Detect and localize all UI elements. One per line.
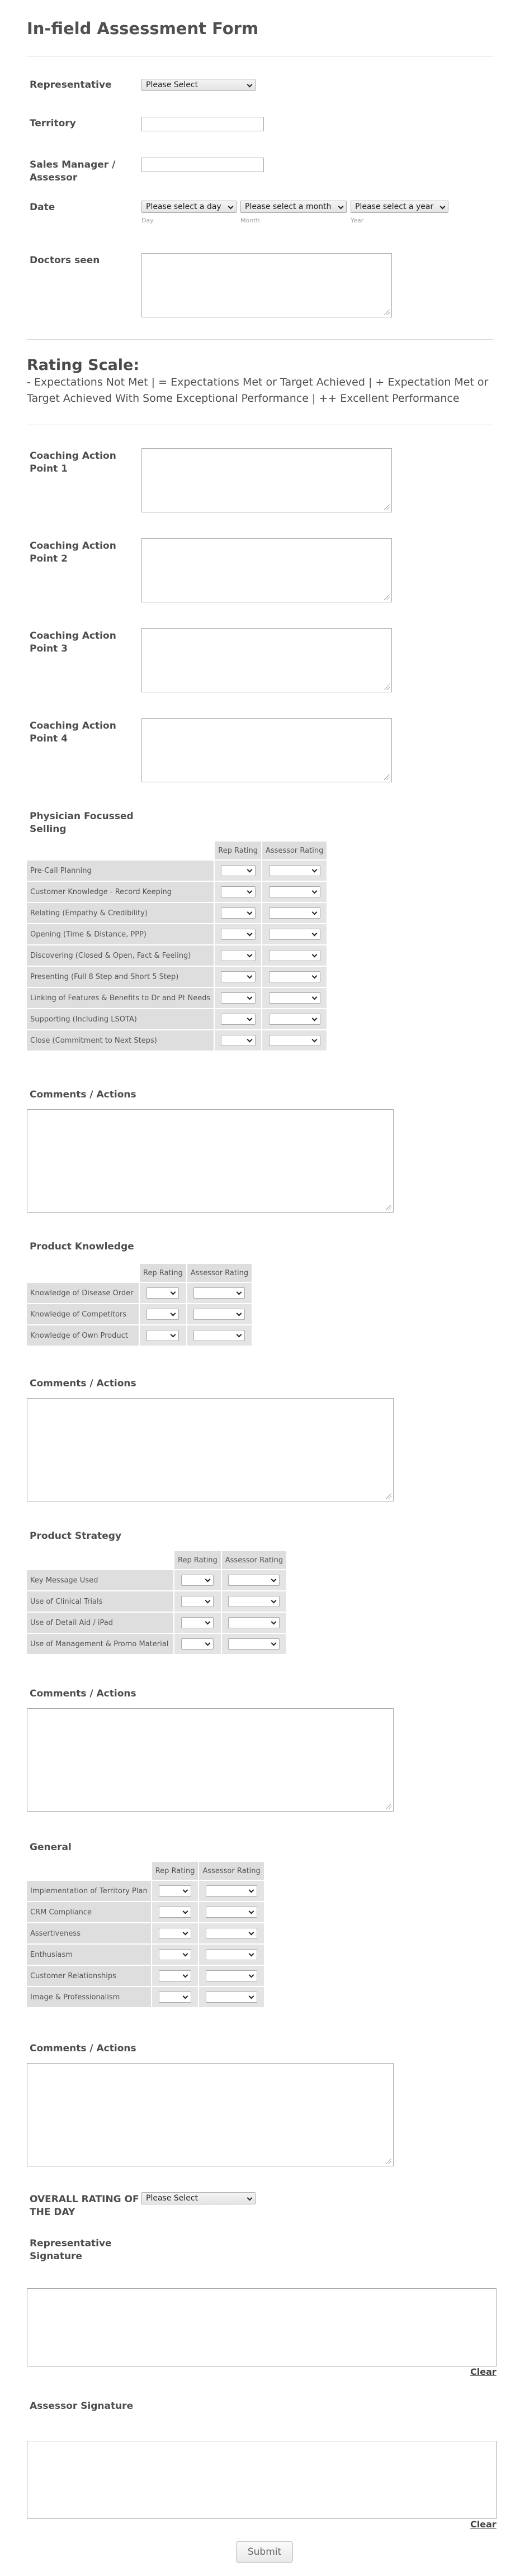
day-sublabel: Day: [141, 217, 154, 224]
rep-rating-select[interactable]: [159, 1970, 191, 1981]
rep-rating-select[interactable]: [221, 992, 256, 1004]
matrix-row-label: Use of Management & Promo Material: [27, 1634, 173, 1654]
rep-rating-select[interactable]: [159, 1907, 191, 1918]
rep-rating-select[interactable]: [159, 1928, 191, 1939]
overall-rating-select[interactable]: Please Select: [141, 2192, 256, 2204]
coaching-point-4-textarea[interactable]: [141, 718, 392, 782]
assessor-rating-cell: [222, 1591, 286, 1612]
matrix-row-label: Relating (Empathy & Credibility): [27, 903, 214, 923]
matrix-row: [27, 988, 327, 1008]
coaching-point-3-textarea[interactable]: [141, 628, 392, 692]
year-select[interactable]: Please select a year: [351, 201, 448, 213]
matrix-row-label: Supporting (Including LSOTA): [27, 1009, 214, 1029]
matrix-row: [27, 1591, 286, 1612]
matrix-row: [27, 1304, 252, 1324]
assessor-rating-select[interactable]: [206, 1970, 257, 1981]
rep-rating-cell: [152, 1945, 198, 1965]
general-matrix: [26, 1861, 265, 2008]
rep-rating-cell: [215, 924, 261, 944]
rep-rating-select[interactable]: [221, 971, 256, 982]
rep-rating-cell: [140, 1283, 186, 1303]
rep-rating-select[interactable]: [146, 1309, 179, 1320]
resize-grip-icon[interactable]: [384, 310, 390, 315]
assessor-rating-cell: [262, 967, 327, 987]
assessor-rating-cell: [187, 1304, 252, 1324]
rep-rating-cell: [152, 1923, 198, 1943]
comments-label: Comments / Actions: [30, 1688, 136, 1699]
assessor-rating-cell: [262, 903, 327, 923]
coaching-point-4-label: Coaching Action Point 4: [30, 720, 116, 744]
matrix-corner: [27, 1862, 151, 1880]
rep-rating-cell: [152, 1902, 198, 1922]
assessor-rating-cell: [199, 1987, 263, 2007]
resize-grip-icon[interactable]: [384, 595, 390, 600]
matrix-row-label: Customer Knowledge - Record Keeping: [27, 882, 214, 902]
matrix-row: [27, 1570, 286, 1590]
assessor-rating-cell: [262, 1009, 327, 1029]
matrix-row-label: Knowledge of Disease Order: [27, 1283, 139, 1303]
matrix-row-label: Key Message Used: [27, 1570, 173, 1590]
matrix-row: [27, 1009, 327, 1029]
matrix-row: [27, 1325, 252, 1346]
assessor-rating-cell: [199, 1923, 263, 1943]
rep-rating-select[interactable]: [221, 907, 256, 919]
physician-comments-textarea[interactable]: [27, 1109, 394, 1213]
matrix-row: [27, 903, 327, 923]
rating-scale-heading: Rating Scale:: [27, 357, 140, 374]
assessor-rating-select[interactable]: [269, 907, 320, 919]
rep-rating-select[interactable]: [146, 1287, 179, 1299]
rep-rating-cell: [215, 1030, 261, 1051]
matrix-column-header: Assessor Rating: [187, 1264, 252, 1282]
matrix-row-label: Image & Professionalism: [27, 1987, 151, 2007]
rep-rating-select[interactable]: [181, 1575, 214, 1586]
coaching-point-1-textarea[interactable]: [141, 448, 392, 512]
rep-rating-select[interactable]: [159, 1992, 191, 2003]
comments-label: Comments / Actions: [30, 2043, 136, 2054]
resize-grip-icon[interactable]: [386, 1494, 391, 1499]
matrix-row-label: Use of Clinical Trials: [27, 1591, 173, 1612]
general-comments-textarea[interactable]: [27, 2063, 394, 2166]
year-sublabel: Year: [351, 217, 364, 224]
assessor-rating-select[interactable]: [228, 1575, 280, 1586]
assessor-signature-pad[interactable]: [27, 2441, 497, 2519]
matrix-row-label: Linking of Features & Benefits to Dr and Pt Needs: [27, 988, 214, 1008]
assessor-rating-cell: [222, 1613, 286, 1633]
matrix-column-header: Rep Rating: [174, 1551, 221, 1569]
physician-selling-matrix: [26, 840, 328, 1052]
doctors-seen-textarea[interactable]: [141, 253, 392, 317]
representative-label: Representative: [30, 79, 112, 91]
matrix-row-label: Enthusiasm: [27, 1945, 151, 1965]
rep-rating-select[interactable]: [221, 865, 256, 876]
assessor-rating-select[interactable]: [269, 929, 320, 940]
rep-rating-select[interactable]: [159, 1949, 191, 1960]
assessor-signature-clear-link[interactable]: Clear: [470, 2519, 497, 2530]
assessor-signature-label: Assessor Signature: [30, 2401, 134, 2412]
rep-rating-cell: [215, 988, 261, 1008]
assessor-rating-select[interactable]: [193, 1330, 245, 1341]
comments-label: Comments / Actions: [30, 1378, 136, 1389]
product-strategy-heading: Product Strategy: [30, 1531, 122, 1542]
matrix-row: [27, 1030, 327, 1051]
matrix-row-label: Knowledge of Competitors: [27, 1304, 139, 1324]
matrix-row-label: Use of Detail Aid / iPad: [27, 1613, 173, 1633]
assessor-rating-select[interactable]: [206, 1928, 257, 1939]
matrix-column-header: Rep Rating: [140, 1264, 186, 1282]
rep-rating-select[interactable]: [221, 950, 256, 961]
rep-rating-select[interactable]: [221, 1014, 256, 1025]
matrix-row-label: CRM Compliance: [27, 1902, 151, 1922]
rep-rating-cell: [174, 1591, 221, 1612]
matrix-corner: [27, 842, 214, 859]
coaching-point-2-label: Coaching Action Point 2: [30, 540, 116, 564]
matrix-row-label: Pre-Call Planning: [27, 861, 214, 881]
matrix-column-header: Assessor Rating: [262, 842, 327, 859]
assessor-rating-select[interactable]: [269, 971, 320, 982]
assessor-rating-cell: [262, 882, 327, 902]
assessor-rating-cell: [262, 924, 327, 944]
assessor-rating-select[interactable]: [269, 1035, 320, 1046]
rep-rating-select[interactable]: [159, 1885, 191, 1897]
rating-scale-text: - Expectations Not Met | = Expectations Met or Target Achieved | + Expectation Met or Target Achieved With Some Exceptional Performance | ++ Excellent Performance: [27, 376, 489, 405]
matrix-row-label: Close (Commitment to Next Steps): [27, 1030, 214, 1051]
rep-rating-select[interactable]: [221, 886, 256, 897]
assessor-rating-select[interactable]: [206, 1907, 257, 1918]
assessor-rating-cell: [199, 1881, 263, 1901]
matrix-row-label: Discovering (Closed & Open, Fact & Feeling): [27, 945, 214, 966]
assessor-rating-select[interactable]: [206, 1885, 257, 1897]
assessor-rating-select[interactable]: [228, 1617, 280, 1628]
rep-rating-cell: [174, 1634, 221, 1654]
matrix-row: [27, 1634, 286, 1654]
matrix-row: [27, 924, 327, 944]
matrix-row: [27, 1987, 264, 2007]
general-heading: General: [30, 1842, 72, 1853]
assessor-rating-cell: [262, 988, 327, 1008]
rep-rating-select[interactable]: [181, 1596, 214, 1607]
assessor-rating-cell: [187, 1325, 252, 1346]
rep-rating-cell: [174, 1613, 221, 1633]
rep-rating-cell: [215, 903, 261, 923]
product-knowledge-matrix: [26, 1263, 253, 1347]
rep-rating-cell: [140, 1325, 186, 1346]
matrix-row-label: Implementation of Territory Plan: [27, 1881, 151, 1901]
matrix-column-header: Rep Rating: [215, 842, 261, 859]
divider: [27, 339, 493, 340]
matrix-row: [27, 1966, 264, 1986]
matrix-row-label: Knowledge of Own Product: [27, 1325, 139, 1346]
form-title: In-field Assessment Form: [27, 19, 259, 38]
matrix-row: [27, 1881, 264, 1901]
assessor-rating-select[interactable]: [206, 1992, 257, 2003]
rep-signature-pad[interactable]: [27, 2288, 497, 2366]
matrix-row: [27, 861, 327, 881]
assessor-rating-select[interactable]: [193, 1309, 245, 1320]
rep-rating-cell: [152, 1987, 198, 2007]
matrix-row-label: Presenting (Full 8 Step and Short 5 Step): [27, 967, 214, 987]
territory-label: Territory: [30, 118, 76, 129]
submit-button[interactable]: Submit: [236, 2541, 293, 2563]
matrix-row: [27, 1945, 264, 1965]
matrix-column-header: Rep Rating: [152, 1862, 198, 1880]
assessor-rating-cell: [262, 945, 327, 966]
assessor-rating-select[interactable]: [193, 1287, 245, 1299]
rep-signature-label: Representative Signature: [30, 2238, 112, 2262]
rep-rating-cell: [174, 1570, 221, 1590]
assessor-rating-cell: [199, 1966, 263, 1986]
assessor-rating-select[interactable]: [269, 992, 320, 1004]
date-label: Date: [30, 202, 55, 213]
coaching-point-1-label: Coaching Action Point 1: [30, 450, 116, 474]
resize-grip-icon[interactable]: [386, 1804, 391, 1809]
assessor-rating-select[interactable]: [228, 1638, 280, 1650]
rep-signature-clear-link[interactable]: Clear: [470, 2366, 497, 2377]
assessor-rating-cell: [199, 1945, 263, 1965]
matrix-column-header: Assessor Rating: [199, 1862, 263, 1880]
product-strategy-matrix: [26, 1550, 287, 1655]
matrix-row-label: Assertiveness: [27, 1923, 151, 1943]
rep-rating-cell: [215, 945, 261, 966]
representative-select[interactable]: Please Select: [141, 79, 256, 91]
assessor-rating-cell: [222, 1570, 286, 1590]
assessor-rating-select[interactable]: [269, 865, 320, 876]
strategy-comments-textarea[interactable]: [27, 1708, 394, 1812]
coaching-point-3-label: Coaching Action Point 3: [30, 630, 116, 654]
knowledge-comments-textarea[interactable]: [27, 1398, 394, 1501]
matrix-row-label: Opening (Time & Distance, PPP): [27, 924, 214, 944]
assessor-rating-cell: [222, 1634, 286, 1654]
matrix-row: [27, 882, 327, 902]
assessor-rating-cell: [262, 861, 327, 881]
assessor-rating-select[interactable]: [269, 1014, 320, 1025]
rep-rating-cell: [140, 1304, 186, 1324]
territory-input[interactable]: [141, 117, 264, 131]
assessor-rating-cell: [262, 1030, 327, 1051]
overall-rating-label: OVERALL RATING OF THE DAY: [30, 2194, 139, 2218]
resize-grip-icon[interactable]: [386, 1205, 391, 1210]
assessor-rating-cell: [199, 1902, 263, 1922]
coaching-point-2-textarea[interactable]: [141, 538, 392, 602]
rep-rating-cell: [215, 861, 261, 881]
matrix-corner: [27, 1551, 173, 1569]
rep-rating-select[interactable]: [221, 1035, 256, 1046]
matrix-row: [27, 1923, 264, 1943]
rep-rating-select[interactable]: [181, 1617, 214, 1628]
rep-rating-cell: [152, 1881, 198, 1901]
rep-rating-cell: [215, 967, 261, 987]
sales-manager-input[interactable]: [141, 158, 264, 172]
rep-rating-select[interactable]: [221, 929, 256, 940]
rep-rating-cell: [215, 882, 261, 902]
month-select[interactable]: Please select a month: [240, 201, 347, 213]
assessor-rating-select[interactable]: [269, 950, 320, 961]
day-select[interactable]: Please select a day: [141, 201, 237, 213]
matrix-row: [27, 1283, 252, 1303]
comments-label: Comments / Actions: [30, 1089, 136, 1100]
rep-rating-cell: [215, 1009, 261, 1029]
rep-rating-select[interactable]: [181, 1638, 214, 1650]
doctors-seen-label: Doctors seen: [30, 255, 100, 266]
assessor-rating-cell: [187, 1283, 252, 1303]
sales-manager-label: Sales Manager / Assessor: [30, 159, 116, 183]
matrix-row: [27, 945, 327, 966]
resize-grip-icon[interactable]: [384, 774, 390, 780]
matrix-row: [27, 967, 327, 987]
resize-grip-icon[interactable]: [384, 505, 390, 510]
month-sublabel: Month: [240, 217, 260, 224]
matrix-corner: [27, 1264, 139, 1282]
resize-grip-icon[interactable]: [386, 2159, 391, 2164]
matrix-column-header: Assessor Rating: [222, 1551, 286, 1569]
resize-grip-icon[interactable]: [384, 685, 390, 690]
physician-selling-heading: Physician Focussed Selling: [30, 811, 134, 835]
matrix-row-label: Customer Relationships: [27, 1966, 151, 1986]
matrix-row: [27, 1902, 264, 1922]
product-knowledge-heading: Product Knowledge: [30, 1241, 134, 1252]
assessor-rating-select[interactable]: [269, 886, 320, 897]
assessor-rating-select[interactable]: [206, 1949, 257, 1960]
matrix-row: [27, 1613, 286, 1633]
rep-rating-select[interactable]: [146, 1330, 179, 1341]
assessor-rating-select[interactable]: [228, 1596, 280, 1607]
rep-rating-cell: [152, 1966, 198, 1986]
